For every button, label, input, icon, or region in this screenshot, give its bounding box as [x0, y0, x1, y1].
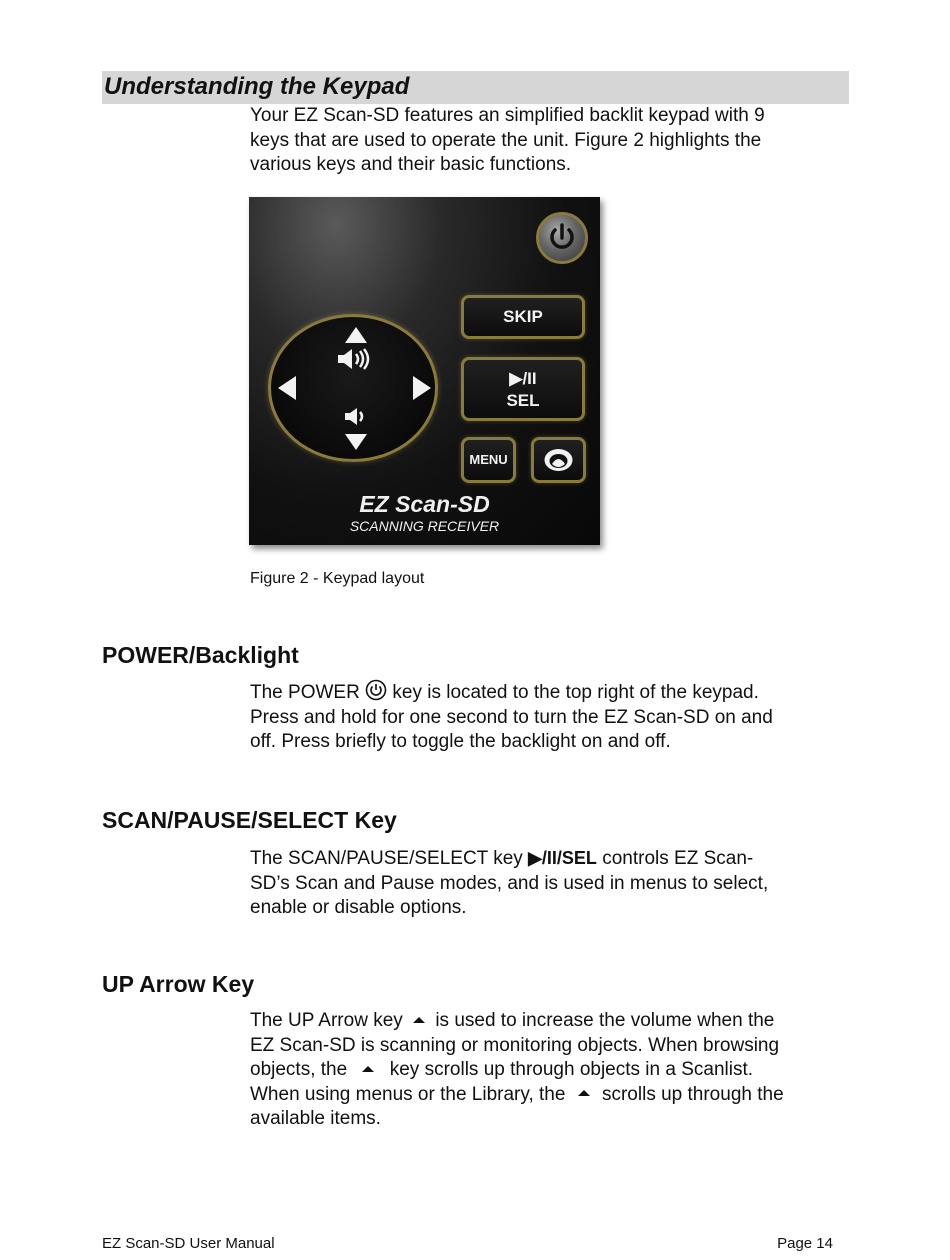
up-heading: UP Arrow Key [102, 971, 255, 997]
up-line-5: available items. [250, 1108, 381, 1129]
section-title-bar [102, 71, 849, 104]
up-line-2: EZ Scan-SD is scanning or monitoring objects. When browsing [250, 1034, 780, 1056]
up-line-3 [250, 1058, 850, 1083]
up-arrow-icon [345, 327, 367, 343]
section-title: Understanding the Keypad [104, 73, 410, 100]
down-arrow-icon [345, 434, 367, 450]
scan-line-1-pre: The SCAN/PAUSE/SELECT key [250, 848, 523, 869]
select-key [461, 357, 585, 421]
up-line-4-post: scrolls up through the [601, 1083, 784, 1105]
power-paragraph [250, 681, 840, 755]
keypad-figure [249, 197, 600, 545]
select-key-bottom-label: SEL [506, 391, 540, 410]
scan-heading: SCAN/PAUSE/SELECT Key [102, 807, 397, 833]
up-line-3-post: key scrolls up through objects in a Scanlist. [389, 1059, 754, 1080]
power-heading: POWER/Backlight [102, 642, 299, 668]
eye-icon [534, 440, 583, 480]
scan-paragraph [250, 846, 840, 921]
power-line-1 [250, 681, 840, 706]
intro-line-1: Your EZ Scan-SD features an simplified backlit keypad with 9 [250, 105, 765, 126]
volume-down-icon [345, 408, 362, 425]
menu-key-label: MENU [469, 452, 508, 467]
right-arrow-icon [413, 376, 431, 400]
figure-caption: Figure 2 - Keypad layout [250, 570, 425, 587]
up-line-4-pre: When using menus or the Library, the [250, 1083, 566, 1105]
up-paragraph [250, 1009, 850, 1132]
keypad-brand: EZ Scan-SD [359, 491, 490, 517]
up-line-1-pre: The UP Arrow key [250, 1010, 403, 1031]
intro-paragraph [250, 104, 840, 178]
left-arrow-icon [278, 376, 296, 400]
power-line-1-post: key is located to the top right of the keypad. [392, 682, 759, 703]
skip-key [461, 295, 585, 339]
scan-line-3: enable or disable options. [250, 897, 467, 918]
scan-line-1-post: controls EZ Scan- [602, 848, 754, 869]
menu-key [461, 437, 516, 483]
footer-page-number: Page 14 [777, 1235, 833, 1252]
power-key [536, 212, 588, 264]
power-icon [365, 679, 387, 701]
up-arrow-icon [571, 1087, 597, 1101]
up-arrow-icon [352, 1063, 384, 1077]
up-line-1 [250, 1009, 850, 1034]
select-key-top-label: ▶/II [509, 369, 537, 388]
direction-pad-graphics [271, 317, 435, 459]
power-line-1-pre: The POWER [250, 682, 360, 703]
scan-line-2: SD’s Scan and Pause modes, and is used in menus to select, [250, 872, 769, 894]
skip-key-label: SKIP [503, 307, 543, 326]
up-line-3-pre: objects, the [250, 1059, 348, 1080]
volume-up-icon [338, 349, 368, 369]
scan-key-glyph: ▶/II/SEL [528, 848, 597, 868]
intro-line-2: keys that are used to operate the unit. Figure 2 highlights the [250, 129, 762, 151]
power-line-2: Press and hold for one second to turn the EZ Scan-SD on and [250, 706, 773, 728]
keypad-subtitle: SCANNING RECEIVER [349, 518, 500, 534]
power-icon [539, 215, 585, 261]
direction-pad [268, 314, 438, 462]
footer-manual-title: EZ Scan-SD User Manual [102, 1235, 275, 1252]
up-line-1-post: is used to increase the volume when the [435, 1010, 775, 1031]
up-arrow-icon [408, 1014, 430, 1028]
intro-line-3: various keys and their basic functions. [250, 154, 572, 175]
up-line-4 [250, 1083, 850, 1108]
eye-key [531, 437, 586, 483]
power-line-3: off. Press briefly to toggle the backlight on and off. [250, 731, 671, 752]
scan-line-1 [250, 846, 840, 872]
